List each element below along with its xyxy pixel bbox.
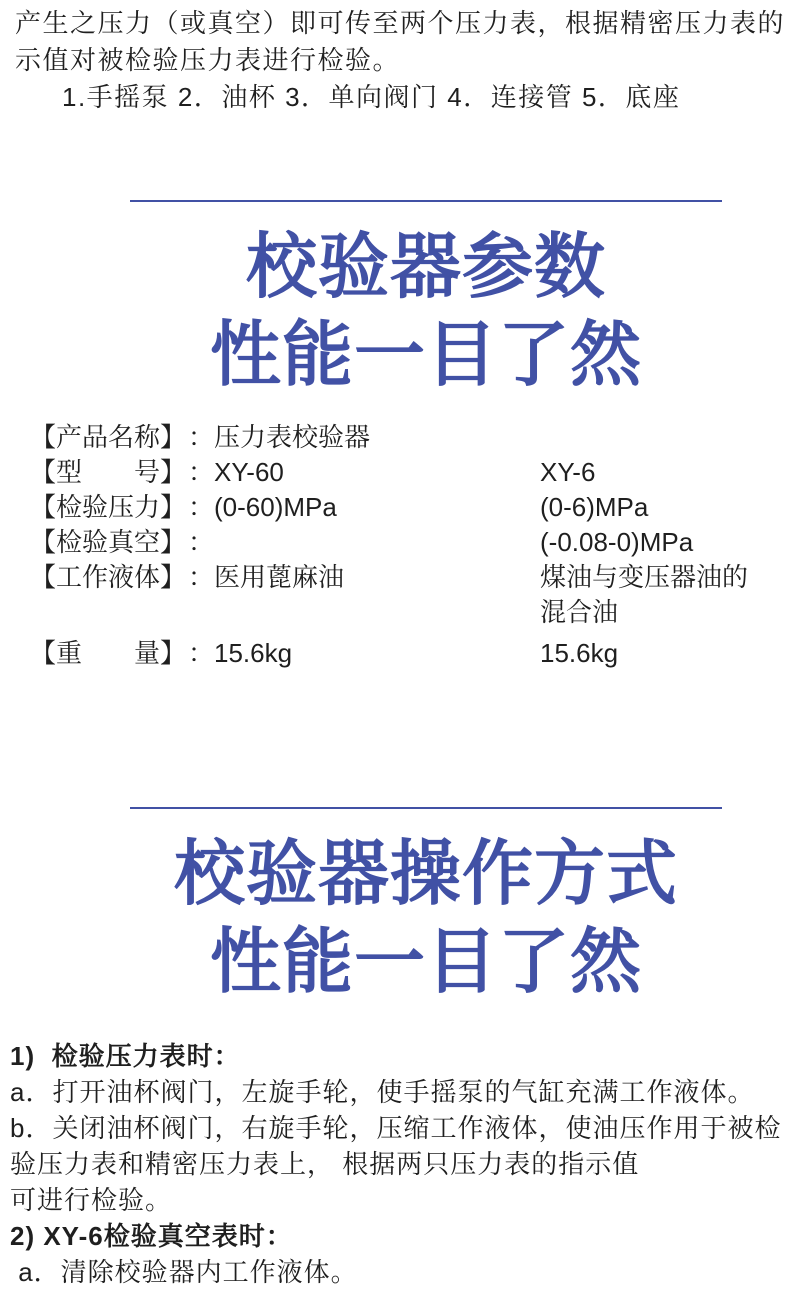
spec-row-test-vacuum bbox=[30, 525, 800, 560]
spec-colon: ： bbox=[188, 638, 215, 668]
section-divider-operation bbox=[130, 807, 722, 809]
intro-line-2: 示值对被检验压力表进行检验。 bbox=[15, 45, 401, 75]
spec-row-weight bbox=[30, 636, 800, 671]
spec-value-xy6: (0-6)MPa bbox=[540, 492, 649, 522]
heading-operation-line-1: 校验器操作方式 bbox=[173, 835, 678, 914]
spec-value-xy60: 压力表校验器 bbox=[214, 422, 371, 452]
heading-params-line-1: 校验器参数 bbox=[245, 228, 606, 307]
spec-row-model bbox=[30, 455, 800, 490]
instruction-step-2a: a．清除校验器内工作液体。 bbox=[10, 1257, 358, 1287]
instruction-step-1b-line-1: b．关闭油杯阀门，右旋手轮，压缩工作液体，使油压作用于被检 bbox=[10, 1113, 782, 1143]
spec-value-xy6: (-0.08-0)MPa bbox=[540, 527, 694, 557]
instruction-step-1b-line-3: 可进行检验。 bbox=[10, 1185, 173, 1215]
spec-label: 【工作液体】 bbox=[30, 562, 187, 592]
spec-label: 【产品名称】 bbox=[30, 422, 187, 452]
spec-colon: ： bbox=[188, 422, 215, 452]
spec-value-xy60: 15.6kg bbox=[214, 638, 293, 668]
spec-value-xy60: 医用蓖麻油 bbox=[214, 562, 345, 592]
instruction-step-2-title: 2) XY-6检验真空表时： bbox=[10, 1221, 293, 1251]
heading-operation-line-2: 性能一目了然 bbox=[209, 923, 642, 1002]
spec-value-xy6: XY-6 bbox=[540, 457, 596, 487]
spec-value-xy60: XY-60 bbox=[214, 457, 284, 487]
spec-row-working-liquid bbox=[30, 560, 800, 630]
spec-label: 【重 量】 bbox=[30, 638, 187, 668]
intro-line-1: 产生之压力（或真空）即可传至两个压力表，根据精密压力表的 bbox=[15, 8, 786, 38]
operation-instructions bbox=[0, 1038, 800, 1290]
instruction-step-1-title: 1) 检验压力表时： bbox=[10, 1041, 241, 1071]
heading-params-line-2: 性能一目了然 bbox=[209, 316, 642, 395]
instruction-step-1a: a．打开油杯阀门，左旋手轮，使手摇泵的气缸充满工作液体。 bbox=[10, 1077, 755, 1107]
instruction-step-1b-line-2: 验压力表和精密压力表上， 根据两只压力表的指示值 bbox=[10, 1149, 640, 1179]
spec-colon: ： bbox=[188, 527, 215, 557]
spec-label: 【型 号】 bbox=[30, 457, 187, 487]
section-heading-operation bbox=[130, 831, 722, 1007]
spec-value-xy6: 煤油与变压器油的混合油 bbox=[540, 562, 749, 627]
spec-colon: ： bbox=[188, 562, 215, 592]
spec-row-test-pressure bbox=[30, 490, 800, 525]
spec-table bbox=[0, 420, 800, 671]
spec-value-xy6: 15.6kg bbox=[540, 638, 619, 668]
section-heading-params bbox=[130, 224, 722, 400]
spec-label: 【检验真空】 bbox=[30, 527, 187, 557]
spec-colon: ： bbox=[188, 492, 215, 522]
section-divider-params bbox=[130, 200, 722, 202]
intro-paragraph bbox=[0, 0, 800, 116]
spec-row-product-name bbox=[30, 420, 800, 455]
spec-value-xy60: (0-60)MPa bbox=[214, 492, 337, 522]
spec-label: 【检验压力】 bbox=[30, 492, 187, 522]
parts-list: 1.手摇泵 2．油杯 3．单向阀门 4．连接管 5．底座 bbox=[62, 82, 681, 112]
spec-colon: ： bbox=[188, 457, 215, 487]
